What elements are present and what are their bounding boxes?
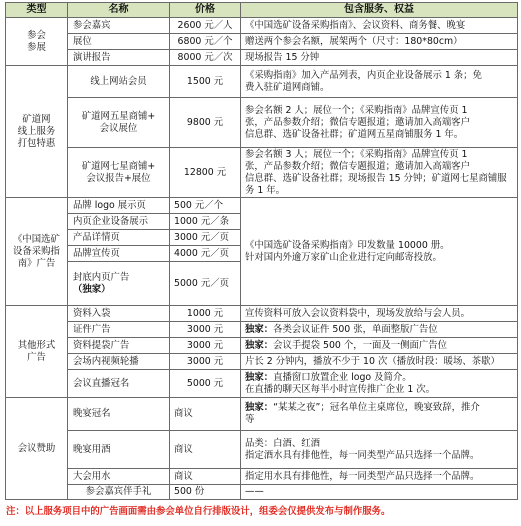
category-line: 矿道网 xyxy=(22,113,51,125)
category-cell xyxy=(6,198,68,306)
desc-line: 信息群、选矿设备社群；现场报告 15 分钟；矿道网七星商铺服务 1 年。 xyxy=(245,172,507,196)
table-header-row xyxy=(6,3,518,18)
item-price: 商议 xyxy=(170,469,241,485)
item-name: 展位 xyxy=(68,34,170,50)
desc-line: 张，产品参数介绍；微信专题报道；邀请加入高端客户 xyxy=(245,116,471,128)
item-price: 1000 元 xyxy=(170,306,241,322)
category-cell xyxy=(6,18,68,66)
item-name: 会场内视频轮播 xyxy=(68,354,170,370)
item-price: 5000 元／页 xyxy=(170,262,241,306)
item-price: 6800 元／个 xyxy=(170,34,241,50)
header-name: 名称 xyxy=(68,3,170,18)
desc-line: 《采购指南》加入产品列表，内页企业设备展示 1 条；免 xyxy=(245,69,482,81)
desc-line: 张，产品参数介绍；微信专题报道；邀请加入高端客户 xyxy=(245,160,471,172)
item-desc xyxy=(241,431,518,469)
item-name: 产品详情页 xyxy=(68,230,170,246)
name-line: 会议展位 xyxy=(99,122,138,134)
item-price: 商议 xyxy=(170,431,241,469)
category-cell xyxy=(6,306,68,398)
table-row xyxy=(6,50,518,66)
category-line: 参会 xyxy=(27,29,46,41)
table-row xyxy=(6,485,518,500)
item-price: 2600 元／人 xyxy=(170,18,241,34)
category-line: 《中国选矿 xyxy=(13,233,60,245)
item-price: 1000 元／条 xyxy=(170,214,241,230)
desc-line: 等 xyxy=(245,414,255,425)
item-name xyxy=(68,262,170,306)
item-price: 3000 元 xyxy=(170,354,241,370)
item-name xyxy=(68,98,170,148)
exclusive-tag: （独家） xyxy=(73,283,111,295)
item-price: 3000 元 xyxy=(170,322,241,338)
table-row xyxy=(6,198,518,214)
table-row xyxy=(6,98,518,148)
category-line: 设备采购指 xyxy=(13,245,60,257)
desc-line: 《中国选矿设备采购指南》、会议资料、商务餐、晚宴 xyxy=(245,19,466,31)
desc-line: 指定酒水具有排他性，每一同类型产品只选择一个品牌。 xyxy=(245,449,480,461)
item-name: 资料入袋 xyxy=(68,306,170,322)
item-name: 参会嘉宾 xyxy=(68,18,170,34)
item-name: 大会用水 xyxy=(68,469,170,485)
item-price: 500 元／个 xyxy=(170,198,241,214)
category-cell xyxy=(6,398,68,500)
desc-line: “某某之夜”；冠名单位主桌席位，晚宴致辞，推介 xyxy=(273,402,480,413)
name-line: 会议报告+展位 xyxy=(86,172,151,184)
table-row xyxy=(6,306,518,322)
name-line: 封底内页广告 xyxy=(73,271,130,283)
table-row xyxy=(6,66,518,98)
table-row xyxy=(6,398,518,431)
item-name: 晚宴用酒 xyxy=(68,431,170,469)
category-line: 参展 xyxy=(27,41,46,53)
desc-line: 在直播的聊天区每半小时宣传推广企业 1 次。 xyxy=(245,383,436,395)
exclusive-tag: 独家： xyxy=(245,339,274,351)
desc-line: 品类：白酒、红酒 xyxy=(245,437,321,449)
desc-line: 片长 2 分钟内，播放不少于 10 次（播放时段：暖场、茶歇） xyxy=(245,355,500,367)
item-price: 12800 元 xyxy=(170,148,241,198)
item-desc xyxy=(241,338,518,354)
category-cell xyxy=(6,66,68,198)
item-name: 内页企业设备展示 xyxy=(68,214,170,230)
item-price: 500 份 xyxy=(170,485,241,500)
header-content: 包含服务、权益 xyxy=(241,3,518,18)
name-line: 矿道网七星商铺+ xyxy=(81,160,156,172)
exclusive-tag: 独家： xyxy=(245,402,274,413)
item-desc xyxy=(241,485,518,500)
item-desc xyxy=(241,354,518,370)
pricing-table xyxy=(5,2,518,500)
table-row xyxy=(6,431,518,469)
desc-line: 费入驻矿道网商铺。 xyxy=(245,81,330,93)
table-row xyxy=(6,148,518,198)
desc-line: 赠送两个参会名额，展架两个（尺寸：180*80cm） xyxy=(245,35,463,47)
item-price: 商议 xyxy=(170,398,241,431)
item-desc xyxy=(241,322,518,338)
name-line: 矿道网五星商铺+ xyxy=(81,110,156,122)
desc-line: 参会名额 2 人；展位一个；《采购指南》品牌宣传页 1 xyxy=(245,104,468,116)
item-name: 会议直播冠名 xyxy=(68,370,170,398)
item-price: 3000 元／页 xyxy=(170,230,241,246)
item-name: 品牌宣传页 xyxy=(68,246,170,262)
desc-line: 《中国选矿设备采购指南》印发数量 10000 册。 xyxy=(245,239,450,251)
item-name: 晚宴冠名 xyxy=(68,398,170,431)
name-line: 线上网站会员 xyxy=(90,75,147,87)
category-line: 打包特惠 xyxy=(17,137,56,149)
desc-line: 各类会议证件 500 张，单面整版广告位 xyxy=(273,323,438,335)
item-desc xyxy=(241,198,518,306)
item-name: 参会嘉宾伴手礼 xyxy=(68,485,170,500)
item-desc xyxy=(241,50,518,66)
item-desc xyxy=(241,148,518,198)
item-desc xyxy=(241,469,518,485)
desc-line: 参会名额 3 人；展位一个；《采购指南》品牌宣传页 1 xyxy=(245,148,468,160)
item-name: 演讲报告 xyxy=(68,50,170,66)
category-line: 其他形式 xyxy=(17,339,56,351)
desc-line: 指定用水具有排他性，每一同类型产品只选择一个品牌。 xyxy=(245,470,480,482)
table-row xyxy=(6,18,518,34)
header-type: 类型 xyxy=(6,3,68,18)
category-line: 南》广告 xyxy=(17,257,56,269)
table-row xyxy=(6,322,518,338)
table-row xyxy=(6,469,518,485)
desc-line: 现场报告 15 分钟 xyxy=(245,51,320,63)
item-desc xyxy=(241,66,518,98)
item-price: 8000 元／次 xyxy=(170,50,241,66)
table-row xyxy=(6,354,518,370)
desc-line: 宣传资料可放入会议资料袋中，现场发放给与会人员。 xyxy=(245,307,471,319)
item-price: 4000 元／页 xyxy=(170,246,241,262)
item-desc xyxy=(241,306,518,322)
item-name: 资料提袋广告 xyxy=(68,338,170,354)
table-row xyxy=(6,338,518,354)
category-line: 线上服务 xyxy=(17,125,56,137)
desc-line: —— xyxy=(245,486,264,497)
exclusive-tag: 独家： xyxy=(245,371,274,383)
item-desc xyxy=(241,398,518,431)
header-price: 价格 xyxy=(170,3,241,18)
item-name xyxy=(68,148,170,198)
item-name: 证件广告 xyxy=(68,322,170,338)
category-line: 会议赞助 xyxy=(17,442,56,454)
item-price: 9800 元 xyxy=(170,98,241,148)
item-price: 3000 元 xyxy=(170,338,241,354)
item-name xyxy=(68,66,170,98)
footnote: 注：以上服务项目中的广告画面需由参会单位自行排版设计，组委会仅提供发布与制作服务。 xyxy=(6,506,391,517)
item-desc xyxy=(241,18,518,34)
item-desc xyxy=(241,370,518,398)
item-price: 1500 元 xyxy=(170,66,241,98)
pricing-sheet xyxy=(5,2,517,517)
category-line: 广告 xyxy=(27,351,46,363)
desc-line: 针对国内外逾万家矿山企业进行定向邮寄投放。 xyxy=(245,251,442,263)
desc-line: 会议手提袋 500 个，一面及一侧面广告位 xyxy=(273,339,447,351)
item-name: 品牌 logo 展示页 xyxy=(68,198,170,214)
desc-line: 信息群、选矿设备社群；矿道网五星商铺服务 1 年。 xyxy=(245,128,464,140)
desc-line: 直播窗口放置企业 logo 及简介。 xyxy=(273,371,412,383)
exclusive-tag: 独家： xyxy=(245,323,274,335)
table-row xyxy=(6,370,518,398)
item-desc xyxy=(241,34,518,50)
table-row xyxy=(6,34,518,50)
item-desc xyxy=(241,98,518,148)
item-price: 5000 元 xyxy=(170,370,241,398)
